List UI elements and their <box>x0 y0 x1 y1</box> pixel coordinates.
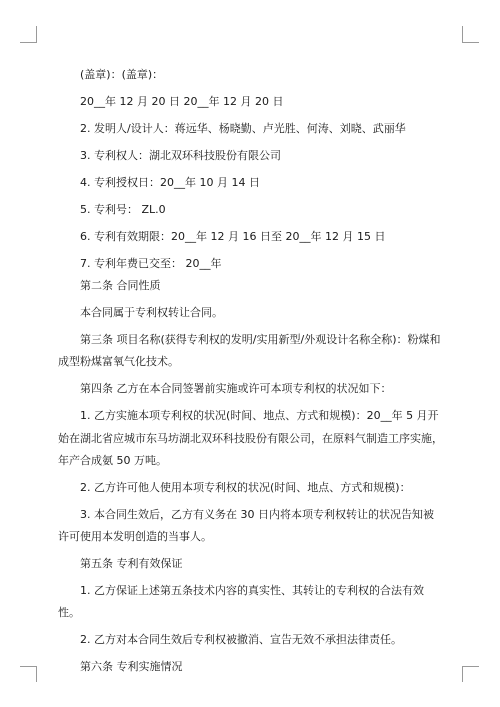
article-3-paragraph: 第三条 项目名称(获得专利权的发明/实用新型/外观设计名称全称)：粉煤和成型粉煤富氧气化技术。 <box>58 333 441 369</box>
article-4-heading: 第四条 乙方在本合同签署前实施或许可本项专利权的状况如下： <box>80 382 392 396</box>
grant-date-line: 4. 专利授权日：20__年 10 月 14 日 <box>80 176 260 189</box>
validity-line: 6. 专利有效期限：20__年 12 月 16 日至 20__年 12 月 15 日 <box>80 230 386 243</box>
article-4-item-3: 3. 本合同生效后，乙方有义务在 30 日内将本项专利权转让的状况告知被许可使用本发明创造的当事人。 <box>58 507 434 544</box>
crop-mark-top-left <box>36 26 37 42</box>
document-body <box>58 64 444 678</box>
article-2-heading: 第二条 合同性质 <box>80 279 161 293</box>
article-4-item-2: 2. 乙方许可他人使用本项专利权的状况(时间、地点、方式和规模)： <box>80 480 411 494</box>
article-6-heading: 第六条 专利实施情况 <box>80 660 183 674</box>
patentee-line: 3. 专利权人：湖北双环科技股份有限公司 <box>80 149 281 162</box>
signing-dates: 20__年 12 月 20 日 20__年 12 月 20 日 <box>80 95 284 108</box>
article-5-item-2: 2. 乙方对本合同生效后专利权被撤消、宣告无效不承担法律责任。 <box>80 633 402 647</box>
crop-mark-top-right <box>462 26 463 42</box>
crop-mark-top-right <box>462 42 479 43</box>
article-5-heading: 第五条 专利有效保证 <box>80 557 183 571</box>
crop-mark-bottom-right <box>462 666 479 667</box>
inventors-line: 2. 发明人/设计人：蒋远华、杨晓勤、卢光胜、何涛、刘晓、武丽华 <box>80 122 406 135</box>
article-5-item-1: 1. 乙方保证上述第五条技术内容的真实性、其转让的专利权的合法有效性。 <box>58 584 424 620</box>
crop-mark-top-left <box>20 42 37 43</box>
article-2-body: 本合同属于专利权转让合同。 <box>80 306 223 320</box>
crop-mark-bottom-left <box>20 666 37 667</box>
patent-number-line: 5. 专利号： ZL.0 <box>80 203 166 216</box>
article-4-item-1: 1. 乙方实施本项专利权的状况(时间、地点、方式和规模)：20__年 5 月开始在湖北省应城市东马坊湖北双环科技股份有限公司，在原料气制造工序实施，年产合成氨 50 万吨。 <box>58 409 443 467</box>
crop-mark-bottom-left <box>36 666 37 682</box>
crop-mark-bottom-right <box>462 666 463 682</box>
seal-line: (盖章)：(盖章)： <box>80 68 164 81</box>
annual-fee-line: 7. 专利年费已交至： 20__年 <box>80 257 222 270</box>
